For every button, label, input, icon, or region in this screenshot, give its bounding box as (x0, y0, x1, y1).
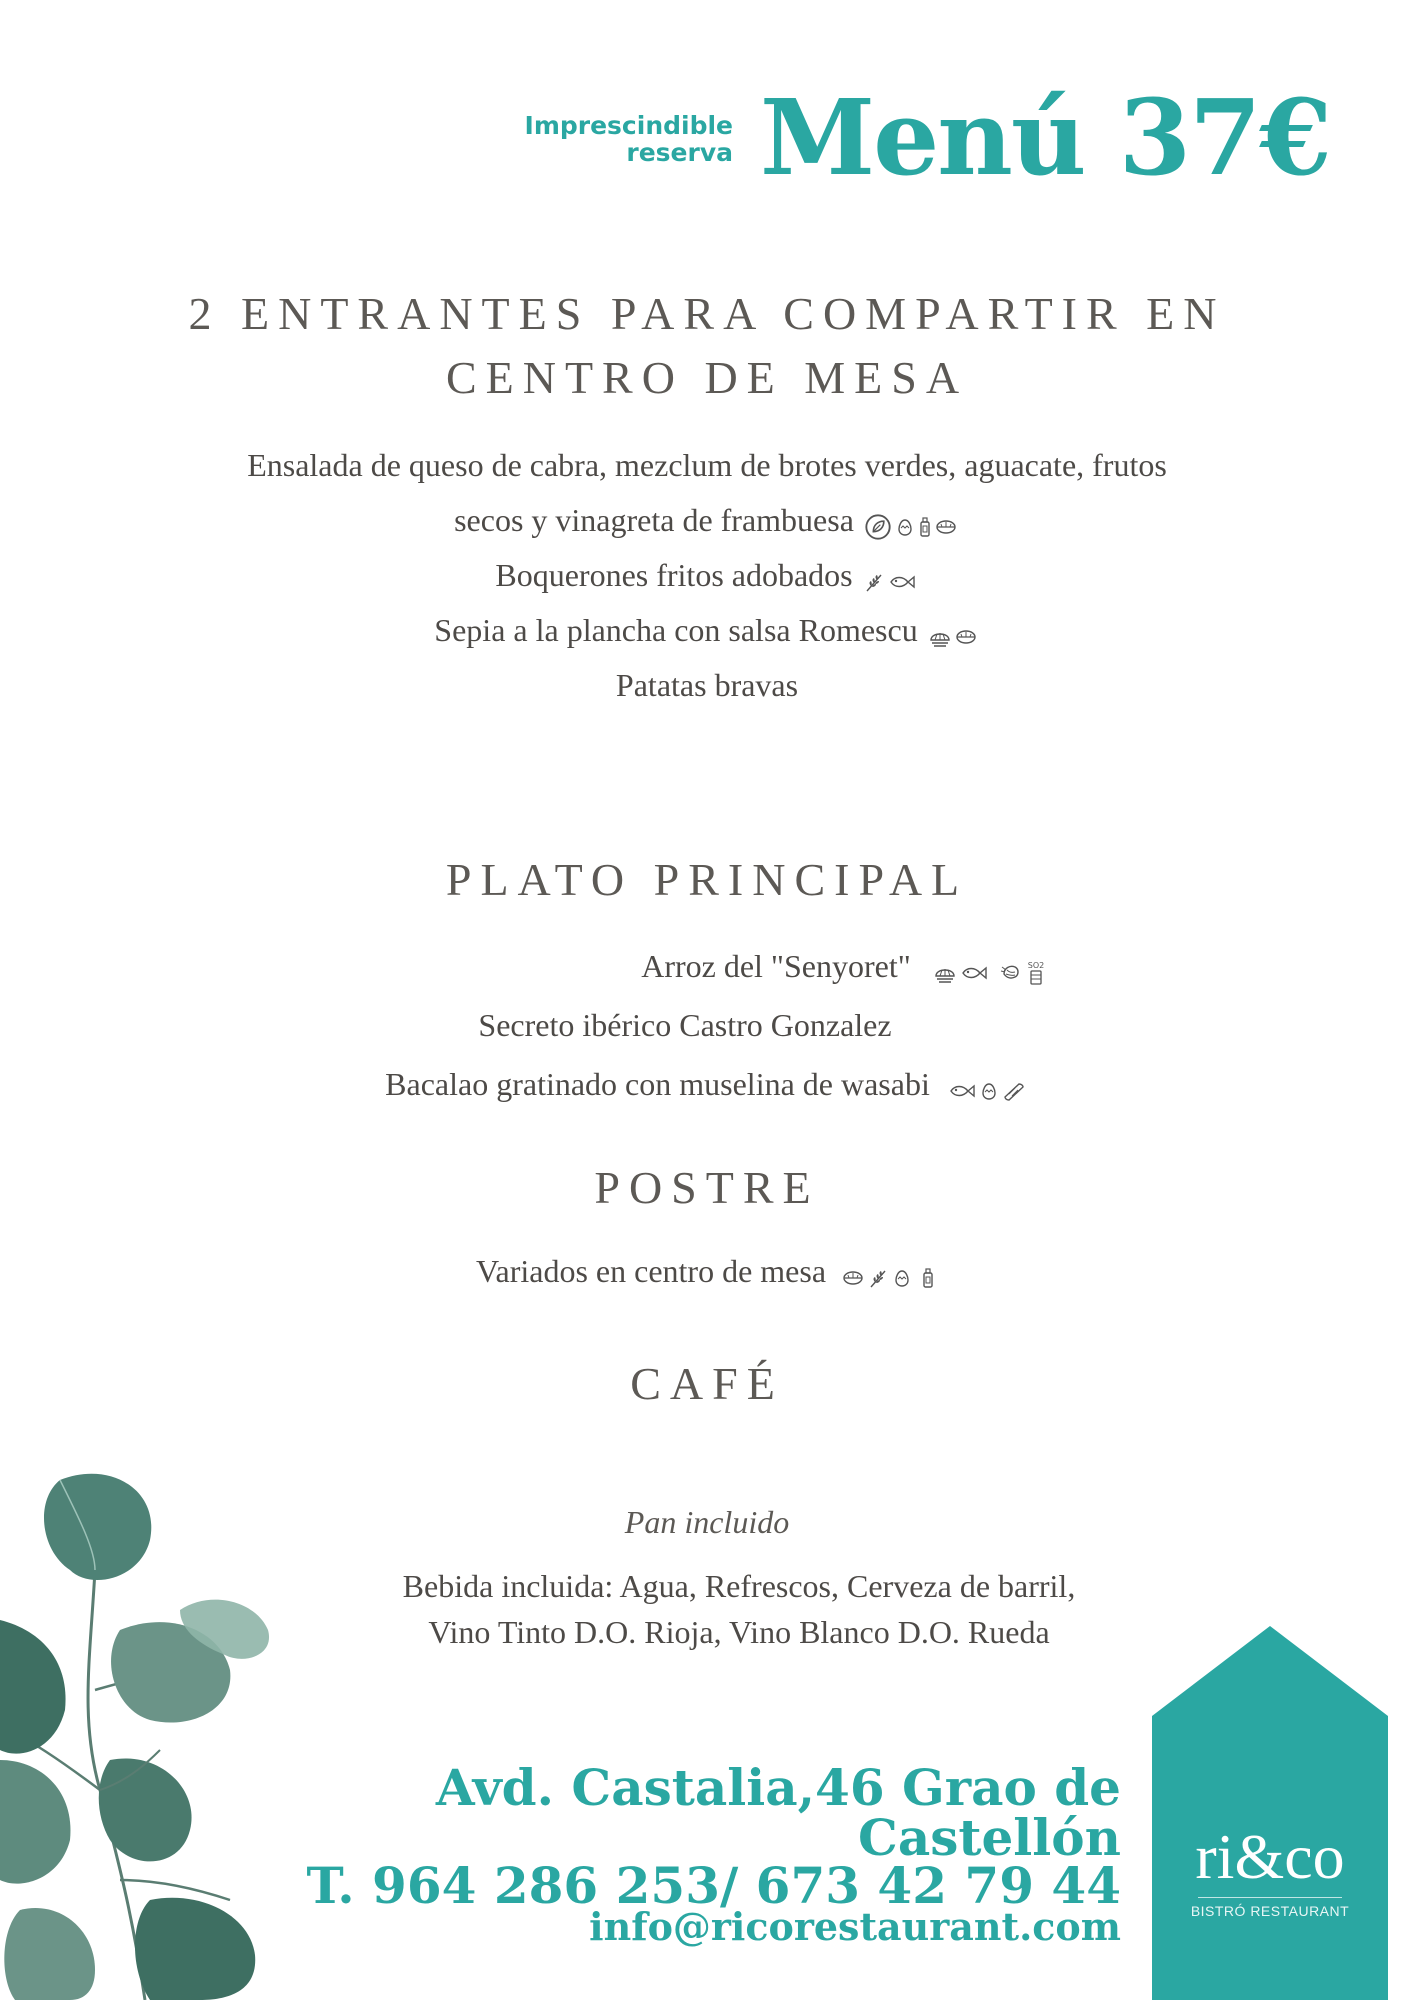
postre-heading: POSTRE (594, 1162, 820, 1213)
list-item: Arroz del "Senyoret" (138, 946, 1414, 990)
allergen-icons (933, 950, 1049, 990)
logo-divider (1198, 1897, 1342, 1898)
nuts-icon (955, 627, 977, 647)
address-line2: Castellón (858, 1808, 1121, 1867)
bottle-icon (918, 516, 932, 538)
list-item: Boquerones fritos adobados (0, 555, 1414, 599)
egg-icon (979, 1081, 999, 1101)
nuts-icon (935, 517, 957, 537)
phone-number[interactable]: T. 964 286 253/ 673 42 79 44 (306, 1856, 1121, 1915)
fish-icon (948, 1081, 976, 1101)
allergen-icons (863, 559, 919, 599)
logo-house-shape (1152, 1626, 1388, 2000)
egg-icon (895, 517, 915, 537)
list-item: Variados en centro de mesa (0, 1251, 1414, 1295)
nuts-icon (842, 1268, 864, 1288)
list-item: Ensalada de queso de cabra, mezclum de brotes verdes, aguacate, frutos (247, 447, 1167, 483)
reservation-note-line2: reserva (626, 138, 733, 167)
list-item: Sepia a la plancha con salsa Romescu (0, 610, 1414, 654)
entrantes-heading-line2: CENTRO DE MESA (445, 352, 969, 403)
allergen-icons (928, 614, 980, 654)
reservation-note-line1: Imprescindible (524, 111, 733, 140)
fish-icon (888, 572, 916, 592)
sulphites-icon (1026, 960, 1046, 986)
list-item: secos y vinagreta de frambuesa (0, 500, 1414, 544)
email-address[interactable]: info@ricorestaurant.com (589, 1904, 1121, 1949)
egg-icon (892, 1268, 912, 1288)
allergen-icons (842, 1255, 938, 1295)
entrantes-heading (0, 282, 1414, 410)
logo-subtitle: BISTRÓ RESTAURANT (1190, 1903, 1350, 1919)
list-item: Bacalao gratinado con muselina de wasabi (0, 1064, 1414, 1108)
logo: ri&co (1195, 1821, 1345, 1892)
celery-icon (1002, 1081, 1026, 1101)
reservation-note (473, 112, 733, 166)
bottle-icon (921, 1267, 935, 1289)
entrantes-heading-line1: 2 ENTRANTES PARA COMPARTIR EN (188, 288, 1226, 339)
allergen-icons (864, 504, 960, 544)
gluten-icon (863, 571, 885, 593)
fish-icon (960, 963, 988, 983)
bread-note: Pan incluido (624, 1504, 790, 1540)
gluten-icon (867, 1267, 889, 1289)
crustacean-icon (999, 962, 1023, 984)
menu-price-title: Menú 37€ (760, 76, 1330, 199)
cafe-heading: CAFÉ (630, 1358, 784, 1409)
mollusc-icon (933, 962, 957, 984)
allergen-icons (948, 1068, 1029, 1108)
address-line1: Avd. Castalia,46 Grao de (435, 1758, 1121, 1817)
drinks-note-line2: Vino Tinto D.O. Rioja, Vino Blanco D.O. Rueda (428, 1614, 1050, 1650)
principal-heading: PLATO PRINCIPAL (445, 854, 969, 905)
drinks-note-line1: Bebida incluida: Agua, Refrescos, Cerveza de barril, (402, 1568, 1076, 1604)
list-item: Patatas bravas (615, 667, 799, 703)
list-item: Secreto ibérico Castro Gonzalez (478, 1007, 892, 1043)
vegan-icon (864, 513, 892, 541)
mollusc-icon (928, 626, 952, 648)
